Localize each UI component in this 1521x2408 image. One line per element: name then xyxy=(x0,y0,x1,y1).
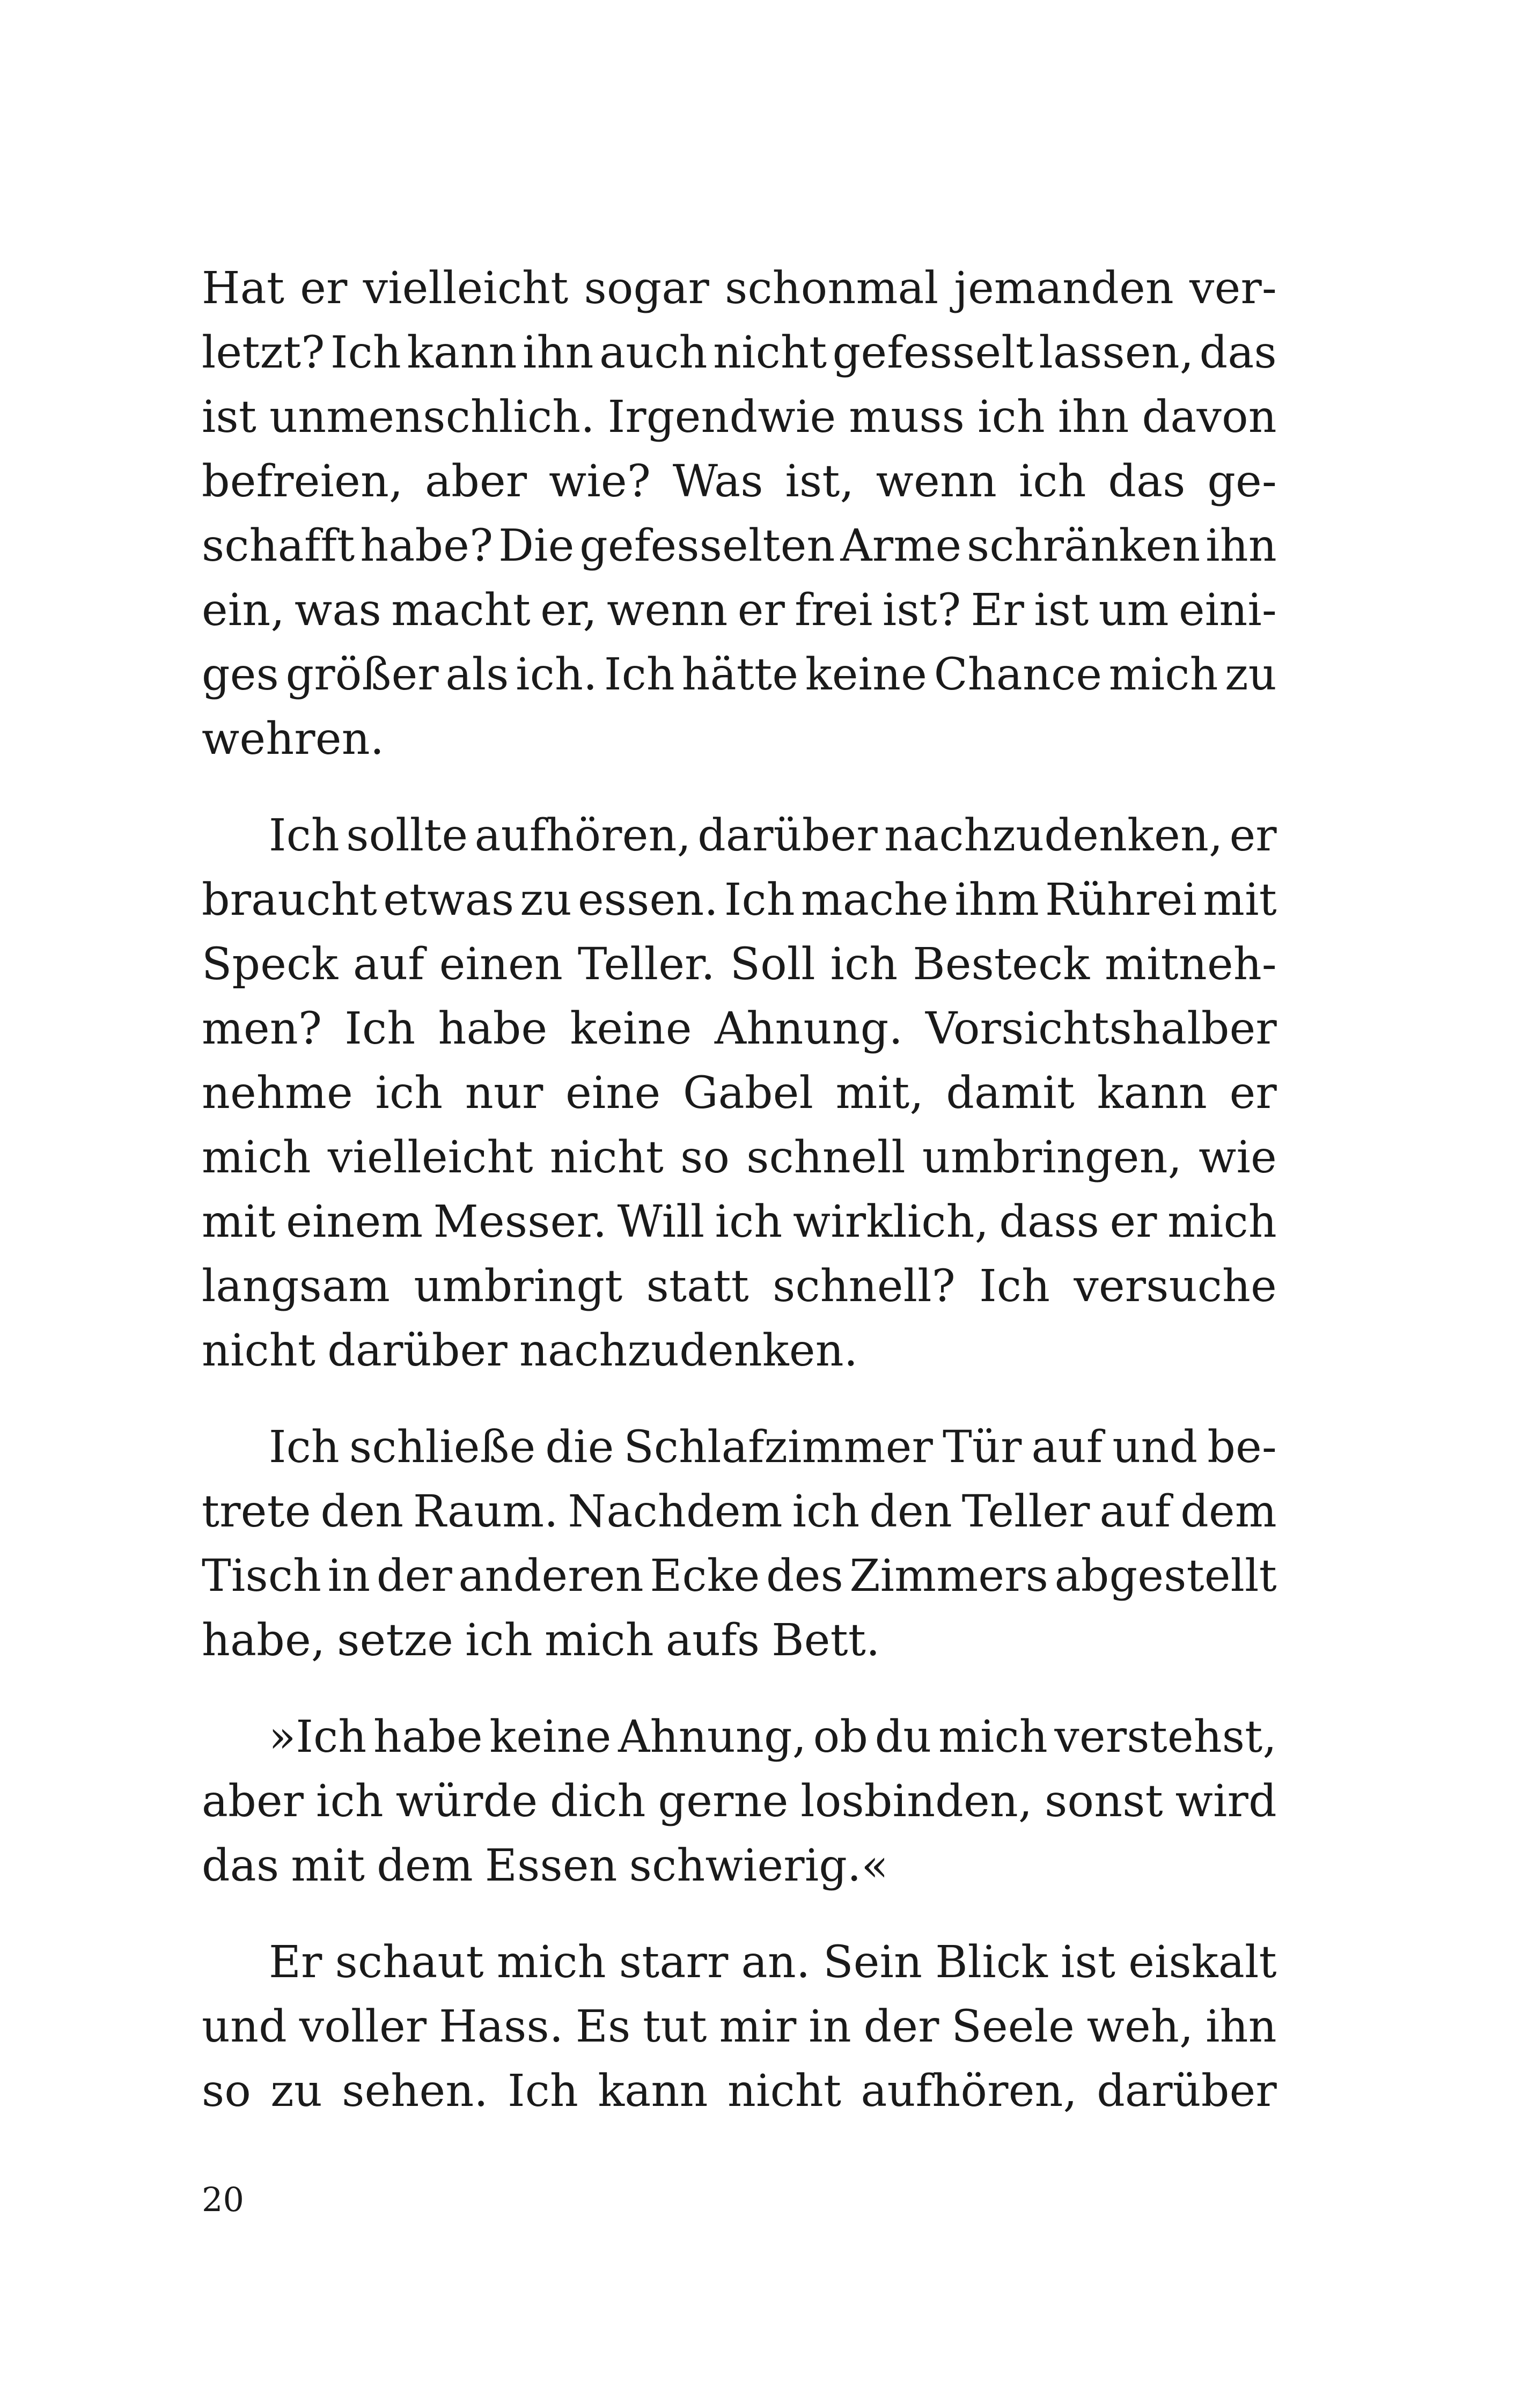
text-line xyxy=(202,1254,1277,1319)
text-line xyxy=(202,1705,1277,1770)
word: Ich xyxy=(269,1422,340,1473)
word: um xyxy=(1098,585,1169,636)
word: Ich xyxy=(508,2066,579,2117)
word: in xyxy=(809,2001,851,2052)
word: starr xyxy=(619,1937,729,1988)
word: ob xyxy=(813,1712,869,1763)
page-number: 20 xyxy=(202,2180,244,2219)
word: Soll xyxy=(730,939,815,990)
word: wirklich, xyxy=(792,1196,989,1247)
word: braucht xyxy=(202,875,378,926)
word: Ahnung, xyxy=(618,1712,807,1763)
word: hätte xyxy=(681,649,799,700)
word: ist xyxy=(202,392,257,443)
word: aber xyxy=(425,456,527,507)
word: Sein xyxy=(823,1937,923,1988)
word: und xyxy=(1112,1422,1198,1473)
word: ich xyxy=(792,1486,860,1537)
word: mich xyxy=(202,1132,311,1183)
word: schnell? xyxy=(773,1261,956,1312)
word: keine xyxy=(805,649,928,700)
word: das xyxy=(1199,327,1277,378)
word: wenn xyxy=(876,456,997,507)
word: ich xyxy=(465,1615,533,1666)
word: nachzudenken, xyxy=(884,810,1223,861)
word: ich xyxy=(316,1776,384,1827)
word: trete xyxy=(202,1486,311,1537)
word: lassen, xyxy=(1039,327,1194,378)
paragraph-gap xyxy=(202,1383,1277,1415)
word: frei xyxy=(795,585,873,636)
word: Raum. xyxy=(413,1486,559,1537)
body-text xyxy=(202,256,1277,2124)
word: ich xyxy=(375,1068,443,1119)
word: Ich xyxy=(979,1261,1050,1312)
word: nicht xyxy=(202,1325,316,1376)
text-line xyxy=(202,1061,1277,1126)
text-line xyxy=(202,514,1277,578)
word: so xyxy=(202,2066,252,2117)
word: keine xyxy=(570,1003,692,1054)
word: ein, xyxy=(202,585,285,636)
text-line xyxy=(202,578,1277,643)
word: ich xyxy=(715,1196,783,1247)
word: dem xyxy=(1180,1486,1277,1537)
word: ich xyxy=(1018,456,1086,507)
text-line xyxy=(202,1190,1277,1254)
word: Ich xyxy=(330,327,401,378)
word: gerne xyxy=(658,1776,789,1827)
word: mich xyxy=(544,1615,654,1666)
word: der xyxy=(863,2001,939,2052)
word: ihn xyxy=(1206,520,1277,571)
word: als xyxy=(445,649,509,700)
text-line xyxy=(202,256,1277,321)
word: habe? xyxy=(360,520,494,571)
word: schonmal xyxy=(725,263,939,314)
word: schließe xyxy=(349,1422,536,1473)
text-line xyxy=(202,933,1277,997)
word: vielleicht xyxy=(363,263,569,314)
word: Teller xyxy=(961,1486,1090,1537)
word: ihn xyxy=(1206,2001,1277,2052)
word: Will xyxy=(617,1196,705,1247)
word: habe xyxy=(373,1712,483,1763)
paragraph xyxy=(202,1930,1277,2124)
word: er xyxy=(300,263,348,314)
text-line xyxy=(202,997,1277,1061)
word: wenn xyxy=(607,585,728,636)
word: Schlafzimmer xyxy=(623,1422,934,1473)
word: ihn xyxy=(1057,392,1129,443)
word: dem xyxy=(377,1840,473,1891)
word: wie? xyxy=(549,456,651,507)
word: kann xyxy=(1097,1068,1208,1119)
word: wehren. xyxy=(202,714,385,765)
word: das xyxy=(1108,456,1186,507)
word: Ich xyxy=(344,1003,416,1054)
word: darüber xyxy=(327,1325,508,1376)
text-line xyxy=(202,1995,1277,2059)
word: ge- xyxy=(1207,456,1277,507)
word: zu xyxy=(1225,649,1277,700)
word: eini- xyxy=(1178,585,1277,636)
word: wird xyxy=(1175,1776,1277,1827)
word: den xyxy=(869,1486,952,1537)
word: Tisch xyxy=(202,1551,322,1602)
text-line xyxy=(202,1770,1277,1834)
word: macht xyxy=(391,585,531,636)
word: Hass. xyxy=(439,2001,564,2052)
word: nicht xyxy=(549,1132,664,1183)
word: mit xyxy=(202,1196,276,1247)
word: einem xyxy=(286,1196,423,1247)
word: kann xyxy=(407,327,517,378)
word: mich xyxy=(1108,649,1218,700)
word: anderen xyxy=(458,1551,644,1602)
word: Tür xyxy=(943,1422,1022,1473)
text-line xyxy=(202,1126,1277,1190)
word: ist? xyxy=(882,585,961,636)
word: nicht xyxy=(713,327,827,378)
word: Arme xyxy=(840,520,962,571)
word: auch xyxy=(599,327,708,378)
word: essen. xyxy=(577,875,718,926)
word: der xyxy=(376,1551,452,1602)
word: davon xyxy=(1142,392,1277,443)
word: umbringt xyxy=(414,1261,623,1312)
word: langsam xyxy=(202,1261,391,1312)
word: ver- xyxy=(1189,263,1277,314)
word: Er xyxy=(269,1937,322,1988)
word: Vorsichtshalber xyxy=(925,1003,1277,1054)
word: habe, xyxy=(202,1615,326,1666)
text-line xyxy=(202,321,1277,385)
word: Die xyxy=(498,520,575,571)
word: Teller. xyxy=(577,939,716,990)
word: zu xyxy=(270,2066,322,2117)
word: schnell xyxy=(746,1132,906,1183)
word: das xyxy=(202,1840,280,1891)
word: mache xyxy=(800,875,949,926)
word: Irgendwie xyxy=(607,392,836,443)
text-line xyxy=(202,1930,1277,1995)
word: so xyxy=(680,1132,730,1183)
word: ihn xyxy=(523,327,594,378)
text-line xyxy=(202,1544,1277,1609)
word: und xyxy=(202,2001,288,2052)
word: Rührei xyxy=(1045,875,1197,926)
word: dass xyxy=(999,1196,1100,1247)
word: auf xyxy=(353,939,424,990)
word: Messer. xyxy=(433,1196,607,1247)
word: nur xyxy=(465,1068,543,1119)
word: er xyxy=(1229,1068,1277,1119)
word: du xyxy=(875,1712,932,1763)
word: versuche xyxy=(1074,1261,1277,1312)
word: Besteck xyxy=(913,939,1090,990)
word: men? xyxy=(202,1003,322,1054)
word: Hat xyxy=(202,263,285,314)
word: Er xyxy=(971,585,1025,636)
paragraph xyxy=(202,256,1277,772)
word: damit xyxy=(946,1068,1075,1119)
word: losbinden, xyxy=(800,1776,1033,1827)
word: ihm xyxy=(954,875,1040,926)
word: ist, xyxy=(785,456,854,507)
word: mit xyxy=(1203,875,1277,926)
word: mich xyxy=(1167,1196,1277,1247)
word: letzt? xyxy=(202,327,325,378)
word: Gabel xyxy=(682,1068,814,1119)
word: Was xyxy=(672,456,763,507)
word: abgestellt xyxy=(1054,1551,1277,1602)
word: Zimmers xyxy=(849,1551,1049,1602)
word: den xyxy=(320,1486,404,1537)
word: umbringen, xyxy=(922,1132,1182,1183)
word: Ecke xyxy=(650,1551,760,1602)
paragraph-gap xyxy=(202,1673,1277,1705)
word: die xyxy=(545,1422,614,1473)
word: würde xyxy=(395,1776,538,1827)
word: er xyxy=(737,585,785,636)
word: sollte xyxy=(346,810,468,861)
word: aber xyxy=(202,1776,304,1827)
word: Es xyxy=(575,2001,631,2052)
text-line xyxy=(202,1609,1277,1673)
word: mich xyxy=(938,1712,1048,1763)
word: schränken xyxy=(967,520,1201,571)
word: habe xyxy=(438,1003,548,1054)
word: mit, xyxy=(835,1068,924,1119)
word: Ahnung. xyxy=(714,1003,903,1054)
word: wie xyxy=(1199,1132,1277,1183)
word: einen xyxy=(439,939,563,990)
text-line xyxy=(202,1319,1277,1383)
word: Speck xyxy=(202,939,339,990)
word: eine xyxy=(565,1068,661,1119)
word: nachzudenken. xyxy=(519,1325,858,1376)
word: darüber xyxy=(1097,2066,1277,2117)
word: Ich xyxy=(269,810,340,861)
word: dich xyxy=(550,1776,646,1827)
word: Bett. xyxy=(771,1615,880,1666)
word: mit xyxy=(291,1840,365,1891)
word: eiskalt xyxy=(1128,1937,1277,1988)
word: mich xyxy=(496,1937,606,1988)
word: sehen. xyxy=(342,2066,488,2117)
paragraph xyxy=(202,1705,1277,1898)
word: Ich xyxy=(724,875,795,926)
word: schwierig.« xyxy=(629,1840,888,1891)
word: gefesselt xyxy=(832,327,1034,378)
word: Essen xyxy=(484,1840,618,1891)
word: voller xyxy=(299,2001,427,2052)
word: ist xyxy=(1034,585,1089,636)
word: ist xyxy=(1061,1937,1116,1988)
word: zu xyxy=(520,875,572,926)
paragraph-gap xyxy=(202,1898,1277,1930)
word: jemanden xyxy=(954,263,1174,314)
word: mitneh- xyxy=(1105,939,1277,990)
word: an. xyxy=(741,1937,811,1988)
word: ich xyxy=(830,939,898,990)
word: keine xyxy=(489,1712,612,1763)
paragraph xyxy=(202,804,1277,1383)
word: größer xyxy=(285,649,439,700)
word: er xyxy=(1109,1196,1157,1247)
word: befreien, xyxy=(202,456,403,507)
text-line xyxy=(202,2059,1277,2124)
text-line xyxy=(202,1415,1277,1480)
text-line xyxy=(202,804,1277,868)
word: ich xyxy=(978,392,1045,443)
word: statt xyxy=(646,1261,749,1312)
word: aufhören, xyxy=(474,810,692,861)
paragraph-gap xyxy=(202,772,1277,804)
word: in xyxy=(327,1551,371,1602)
word: »Ich xyxy=(269,1712,367,1763)
word: Blick xyxy=(935,1937,1048,1988)
text-line xyxy=(202,643,1277,707)
word: etwas xyxy=(383,875,515,926)
text-line xyxy=(202,1480,1277,1544)
word: darüber xyxy=(697,810,878,861)
word: nicht xyxy=(728,2066,842,2117)
word: was xyxy=(295,585,382,636)
word: kann xyxy=(598,2066,708,2117)
word: er xyxy=(1229,810,1277,861)
text-line xyxy=(202,1834,1277,1898)
text-line xyxy=(202,707,1277,772)
word: ich. xyxy=(516,649,598,700)
word: aufs xyxy=(665,1615,760,1666)
text-line xyxy=(202,868,1277,933)
word: sonst xyxy=(1045,1776,1163,1827)
text-line xyxy=(202,450,1277,514)
word: unmenschlich. xyxy=(269,392,595,443)
word: schafft xyxy=(202,520,355,571)
word: gefesselten xyxy=(579,520,835,571)
word: verstehst, xyxy=(1054,1712,1277,1763)
word: aufhören, xyxy=(861,2066,1078,2117)
word: des xyxy=(766,1551,843,1602)
word: tut xyxy=(643,2001,707,2052)
word: nehme xyxy=(202,1068,353,1119)
word: vielleicht xyxy=(327,1132,533,1183)
word: sogar xyxy=(584,263,710,314)
word: schaut xyxy=(335,1937,484,1988)
word: be- xyxy=(1207,1422,1277,1473)
word: muss xyxy=(849,392,965,443)
word: auf xyxy=(1031,1422,1103,1473)
text-line xyxy=(202,385,1277,450)
word: Seele xyxy=(951,2001,1075,2052)
paragraph xyxy=(202,1415,1277,1673)
word: setze xyxy=(337,1615,454,1666)
word: auf xyxy=(1099,1486,1171,1537)
word: weh, xyxy=(1086,2001,1194,2052)
word: Chance xyxy=(934,649,1103,700)
word: mir xyxy=(719,2001,797,2052)
word: ges xyxy=(202,649,279,700)
word: er, xyxy=(540,585,597,636)
word: Ich xyxy=(604,649,675,700)
word: Nachdem xyxy=(568,1486,783,1537)
